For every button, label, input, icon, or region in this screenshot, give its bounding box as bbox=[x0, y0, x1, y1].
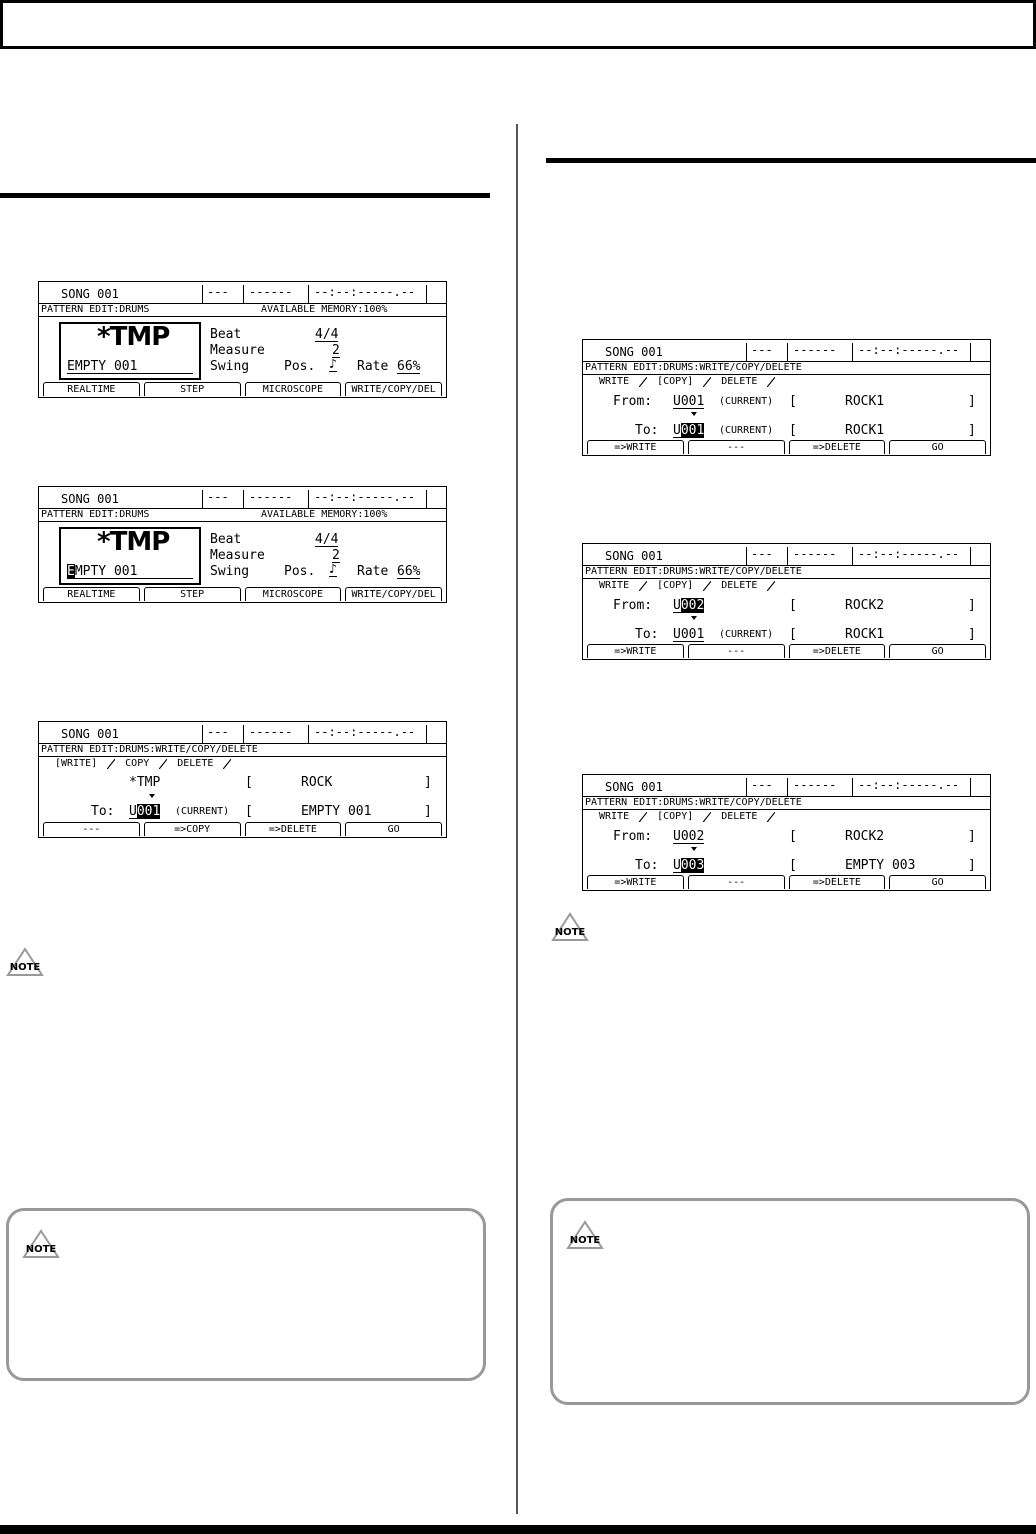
mode-line: PATTERN EDIT:DRUMS:WRITE/COPY/DELETE bbox=[585, 566, 802, 577]
from-label: From: bbox=[613, 598, 653, 613]
counter-beats: ------ bbox=[249, 285, 293, 299]
from-bracket-close: ] bbox=[968, 394, 976, 409]
arrow-down-icon bbox=[691, 847, 697, 851]
tab-write[interactable]: WRITE bbox=[585, 812, 643, 822]
from-name: ROCK1 bbox=[845, 394, 885, 409]
song-label: SONG 001 bbox=[605, 549, 663, 563]
song-label: SONG 001 bbox=[61, 492, 119, 506]
to-label: To: bbox=[91, 804, 115, 819]
to-label: To: bbox=[635, 858, 659, 873]
fkey-realtime[interactable]: REALTIME bbox=[43, 587, 140, 601]
from-name: ROCK2 bbox=[845, 829, 885, 844]
to-label: To: bbox=[635, 423, 659, 438]
to-bracket-close: ] bbox=[968, 858, 976, 873]
fkey-microscope[interactable]: MICROSCOPE bbox=[245, 587, 342, 601]
note-icon bbox=[566, 1220, 604, 1250]
song-label: SONG 001 bbox=[61, 287, 119, 301]
fkey-delete[interactable]: =>DELETE bbox=[789, 644, 886, 658]
beat-value: 4/4 bbox=[315, 532, 339, 547]
counter-bars: --- bbox=[207, 285, 229, 299]
from-bracket-open: [ bbox=[245, 775, 253, 790]
to-number[interactable]: U001 bbox=[129, 804, 161, 819]
rate-label: Rate bbox=[357, 564, 389, 579]
measure-label: Measure bbox=[210, 548, 265, 563]
counter-bars: --- bbox=[207, 725, 229, 739]
page-header-box bbox=[0, 0, 1036, 49]
to-current-marker: (CURRENT) bbox=[719, 629, 774, 640]
fkey-delete[interactable]: =>DELETE bbox=[789, 440, 886, 454]
note-icon bbox=[22, 1229, 60, 1259]
tab-copy[interactable]: [COPY] bbox=[643, 812, 707, 822]
fkey-delete[interactable]: =>DELETE bbox=[245, 822, 342, 836]
counter-bars: --- bbox=[751, 343, 773, 357]
counter-time: --:--:-----.-- bbox=[858, 778, 960, 792]
svg-text:NOTE: NOTE bbox=[554, 927, 586, 938]
tab-copy[interactable]: [COPY] bbox=[643, 581, 707, 591]
swing-label: Swing bbox=[210, 359, 250, 374]
fkey-copy[interactable]: =>COPY bbox=[144, 822, 241, 836]
beat-label: Beat bbox=[210, 532, 242, 547]
from-bracket-open: [ bbox=[789, 394, 797, 409]
pos-value: ♪ bbox=[329, 357, 337, 372]
arrow-down-icon bbox=[149, 794, 155, 798]
to-label: To: bbox=[635, 627, 659, 642]
rate-value: 66% bbox=[397, 564, 421, 579]
lcd-screen-copy-3 bbox=[582, 774, 991, 891]
to-current-marker: (CURRENT) bbox=[719, 425, 774, 436]
fkey-write[interactable]: =>WRITE bbox=[587, 875, 684, 889]
fkey-2[interactable]: --- bbox=[688, 644, 785, 658]
counter-beats: ------ bbox=[249, 490, 293, 504]
to-bracket-close: ] bbox=[968, 627, 976, 642]
measure-value: 2 bbox=[332, 548, 340, 563]
to-name: EMPTY 001 bbox=[301, 804, 372, 819]
fkey-write[interactable]: =>WRITE bbox=[587, 644, 684, 658]
svg-text:NOTE: NOTE bbox=[25, 1244, 57, 1255]
fkey-go[interactable]: GO bbox=[889, 440, 986, 454]
from-bracket-open: [ bbox=[789, 829, 797, 844]
note-box-left bbox=[6, 1208, 486, 1381]
rate-value: 66% bbox=[397, 359, 421, 374]
cursor-char: E bbox=[67, 564, 75, 579]
from-name: ROCK2 bbox=[845, 598, 885, 613]
to-name: ROCK1 bbox=[845, 627, 885, 642]
to-name: EMPTY 003 bbox=[845, 858, 916, 873]
to-bracket-open: [ bbox=[789, 858, 797, 873]
fkey-write-copy-del[interactable]: WRITE/COPY/DEL bbox=[345, 382, 442, 396]
arrow-down-icon bbox=[691, 412, 697, 416]
to-bracket-close: ] bbox=[968, 423, 976, 438]
tab-delete[interactable]: DELETE bbox=[707, 377, 771, 387]
lcd-screen-copy-1 bbox=[582, 339, 991, 456]
counter-time: --:--:-----.-- bbox=[314, 725, 416, 739]
fkey-realtime[interactable]: REALTIME bbox=[43, 382, 140, 396]
to-number[interactable]: U001 bbox=[673, 423, 705, 438]
available-memory: AVAILABLE MEMORY:100% bbox=[261, 304, 388, 315]
counter-time: --:--:-----.-- bbox=[314, 490, 416, 504]
fkey-2[interactable]: --- bbox=[688, 440, 785, 454]
from-bracket-close: ] bbox=[424, 775, 432, 790]
tab-copy[interactable]: COPY bbox=[111, 759, 163, 769]
fkey-step[interactable]: STEP bbox=[144, 382, 241, 396]
fkey-go[interactable]: GO bbox=[345, 822, 442, 836]
from-name: ROCK bbox=[301, 775, 333, 790]
to-value[interactable]: U001 bbox=[673, 627, 705, 642]
arrow-down-icon bbox=[691, 616, 697, 620]
from-bracket-open: [ bbox=[789, 598, 797, 613]
mode-line: PATTERN EDIT:DRUMS:WRITE/COPY/DELETE bbox=[41, 744, 258, 755]
from-value: *TMP bbox=[129, 775, 161, 790]
fkey-delete[interactable]: =>DELETE bbox=[789, 875, 886, 889]
from-label: From: bbox=[613, 394, 653, 409]
from-bracket-close: ] bbox=[968, 598, 976, 613]
from-value[interactable]: U001 bbox=[673, 394, 705, 409]
fkey-step[interactable]: STEP bbox=[144, 587, 241, 601]
from-current-marker: (CURRENT) bbox=[719, 396, 774, 407]
page-footer-bar bbox=[0, 1525, 1036, 1534]
tab-delete[interactable]: DELETE bbox=[707, 812, 771, 822]
available-memory: AVAILABLE MEMORY:100% bbox=[261, 509, 388, 520]
mode-line: PATTERN EDIT:DRUMS bbox=[41, 509, 150, 520]
beat-value: 4/4 bbox=[315, 327, 339, 342]
rate-label: Rate bbox=[357, 359, 389, 374]
counter-beats: ------ bbox=[793, 547, 837, 561]
fkey-write[interactable]: =>WRITE bbox=[587, 440, 684, 454]
fkey-1[interactable]: --- bbox=[43, 822, 140, 836]
measure-value: 2 bbox=[332, 343, 340, 358]
to-bracket-close: ] bbox=[424, 804, 432, 819]
pos-value: ♪ bbox=[329, 562, 337, 577]
from-label: From: bbox=[613, 829, 653, 844]
fkey-go[interactable]: GO bbox=[889, 644, 986, 658]
fkey-microscope[interactable]: MICROSCOPE bbox=[245, 382, 342, 396]
song-label: SONG 001 bbox=[61, 727, 119, 741]
mode-line: PATTERN EDIT:DRUMS:WRITE/COPY/DELETE bbox=[585, 797, 802, 808]
tmp-label: *TMP bbox=[97, 527, 170, 557]
note-box-right bbox=[550, 1198, 1030, 1405]
pattern-name: EMPTY 001 bbox=[67, 360, 193, 374]
swing-label: Swing bbox=[210, 564, 250, 579]
tab-copy[interactable]: [COPY] bbox=[643, 377, 707, 387]
counter-time: --:--:-----.-- bbox=[858, 343, 960, 357]
section-rule-left bbox=[0, 193, 490, 198]
to-name: ROCK1 bbox=[845, 423, 885, 438]
beat-label: Beat bbox=[210, 327, 242, 342]
to-bracket-open: [ bbox=[789, 627, 797, 642]
current-marker: (CURRENT) bbox=[175, 806, 230, 817]
note-icon bbox=[551, 912, 589, 942]
note-icon bbox=[6, 947, 44, 977]
tab-delete[interactable]: DELETE bbox=[163, 759, 227, 769]
from-bracket-close: ] bbox=[968, 829, 976, 844]
column-divider bbox=[516, 124, 518, 1514]
lcd-screen-pattern-edit-1 bbox=[38, 281, 447, 398]
lcd-screen-pattern-edit-2 bbox=[38, 486, 447, 603]
fkey-write-copy-del[interactable]: WRITE/COPY/DEL bbox=[345, 587, 442, 601]
tmp-label: *TMP bbox=[97, 322, 170, 352]
pattern-name: EMPTY 001 bbox=[67, 565, 193, 579]
song-label: SONG 001 bbox=[605, 345, 663, 359]
fkey-go[interactable]: GO bbox=[889, 875, 986, 889]
counter-beats: ------ bbox=[249, 725, 293, 739]
tab-write[interactable]: [WRITE] bbox=[41, 759, 111, 769]
counter-bars: --- bbox=[751, 547, 773, 561]
counter-bars: --- bbox=[207, 490, 229, 504]
counter-bars: --- bbox=[751, 778, 773, 792]
counter-beats: ------ bbox=[793, 778, 837, 792]
mode-line: PATTERN EDIT:DRUMS:WRITE/COPY/DELETE bbox=[585, 362, 802, 373]
tab-write[interactable]: WRITE bbox=[585, 377, 643, 387]
mode-line: PATTERN EDIT:DRUMS bbox=[41, 304, 150, 315]
to-bracket-open: [ bbox=[789, 423, 797, 438]
tab-write[interactable]: WRITE bbox=[585, 581, 643, 591]
to-bracket-open: [ bbox=[245, 804, 253, 819]
song-label: SONG 001 bbox=[605, 780, 663, 794]
fkey-2[interactable]: --- bbox=[688, 875, 785, 889]
from-value[interactable]: U002 bbox=[673, 829, 705, 844]
svg-text:NOTE: NOTE bbox=[9, 962, 41, 973]
tab-delete[interactable]: DELETE bbox=[707, 581, 771, 591]
svg-text:NOTE: NOTE bbox=[569, 1235, 601, 1246]
from-number[interactable]: U002 bbox=[673, 598, 705, 613]
to-number[interactable]: U003 bbox=[673, 858, 705, 873]
counter-time: --:--:-----.-- bbox=[314, 285, 416, 299]
counter-time: --:--:-----.-- bbox=[858, 547, 960, 561]
pos-label: Pos. bbox=[284, 359, 316, 374]
section-rule-right bbox=[546, 158, 1036, 163]
lcd-screen-copy-2 bbox=[582, 543, 991, 660]
counter-beats: ------ bbox=[793, 343, 837, 357]
measure-label: Measure bbox=[210, 343, 265, 358]
lcd-screen-write bbox=[38, 721, 447, 838]
pos-label: Pos. bbox=[284, 564, 316, 579]
